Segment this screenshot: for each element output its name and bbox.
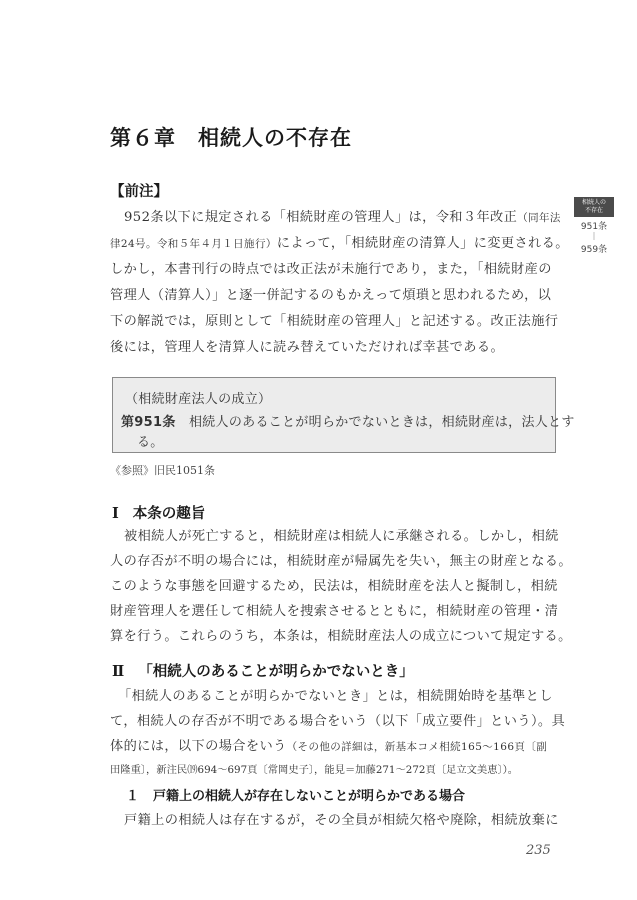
body-line: 財産管理人を選任して相続人を捜索させるとともに，相続財産の管理・清	[110, 604, 559, 619]
body-line: 「相続人のあることが明らかでないとき」とは，相続開始時を基準とし	[118, 689, 553, 704]
section-heading	[112, 502, 205, 523]
preface-line: 952条以下に規定される「相続財産の管理人」は，令和３年改正（同年法	[124, 210, 561, 225]
section-title: 「相続人のあることが明らかでないとき」	[138, 664, 414, 680]
reference-note: 《参照》旧民1051条	[110, 464, 215, 477]
subsection-number: １	[126, 789, 140, 804]
preface-line: しかし，本書刊行の時点では改正法が未施行であり，また，「相続財産の	[110, 262, 552, 277]
article-caption: （相続財産法人の成立）	[125, 392, 272, 407]
chapter-title: 第６章 相続人の不存在	[110, 125, 352, 150]
side-range-separator: ｜	[590, 232, 598, 241]
body-line: て，相続人の存否が不明である場合をいう（以下「成立要件」という）。具	[110, 714, 566, 729]
section-heading	[112, 660, 414, 681]
preface-line: 後には，管理人を清算人に読み替えていただければ幸甚である。	[110, 340, 505, 355]
article-text-continued: る。	[137, 435, 164, 450]
preface-line: 管理人（清算人）」と逐一併記するのもかえって煩瑣と思われるため，以	[110, 288, 552, 303]
body-line: このような事態を回避するため，民法は，相続財産を法人と擬制し，相続	[110, 579, 558, 594]
body-line: 人の存否が不明の場合には，相続財産が帰属先を失い，無主の財産となる。	[110, 554, 572, 569]
preface-heading: 【前注】	[110, 184, 168, 200]
side-tab-label-line1: 相続人の	[581, 199, 606, 206]
article-box	[112, 377, 575, 453]
side-range-end: 959条	[580, 245, 608, 255]
side-range-start: 951条	[580, 222, 608, 232]
preface-line: 律24号。令和５年４月１日施行）によって，「相続財産の清算人」に変更される。	[110, 236, 569, 251]
subsection-heading	[126, 785, 465, 804]
section-title: 本条の趣旨	[132, 506, 206, 522]
body-line: 戸籍上の相続人は存在するが，その全員が相続欠格や廃除，相続放棄に	[124, 813, 559, 828]
side-index-tab	[574, 197, 614, 217]
article-text: 第951条 相続人のあることが明らかでないときは，相続財産は，法人とす	[121, 415, 575, 430]
section-number: Ⅰ	[112, 505, 119, 522]
page-number: 235	[526, 843, 551, 858]
citation-line: 田隆重〕，新注民⒆694～697頁〔常岡史子〕，能見＝加藤271～272頁〔足立文美恵〕）。	[110, 764, 519, 776]
article-number: 第951条	[121, 415, 176, 430]
body-line: 被相続人が死亡すると，相続財産は相続人に承継される。しかし，相続	[124, 529, 559, 544]
section-number: Ⅱ	[112, 663, 125, 680]
side-tab-label-line2: 不存在	[584, 207, 603, 214]
preface-line: 下の解説では，原則として「相続財産の管理人」と記述する。改正法施行	[110, 314, 559, 329]
body-line: 体的には，以下の場合をいう（その他の詳細は，新基本コメ相続165～166頁〔副	[110, 739, 548, 754]
body-line: 算を行う。これらのうち，本条は，相続財産法人の成立について規定する。	[110, 629, 572, 644]
subsection-title: 戸籍上の相続人が存在しないことが明らかである場合	[153, 789, 466, 804]
